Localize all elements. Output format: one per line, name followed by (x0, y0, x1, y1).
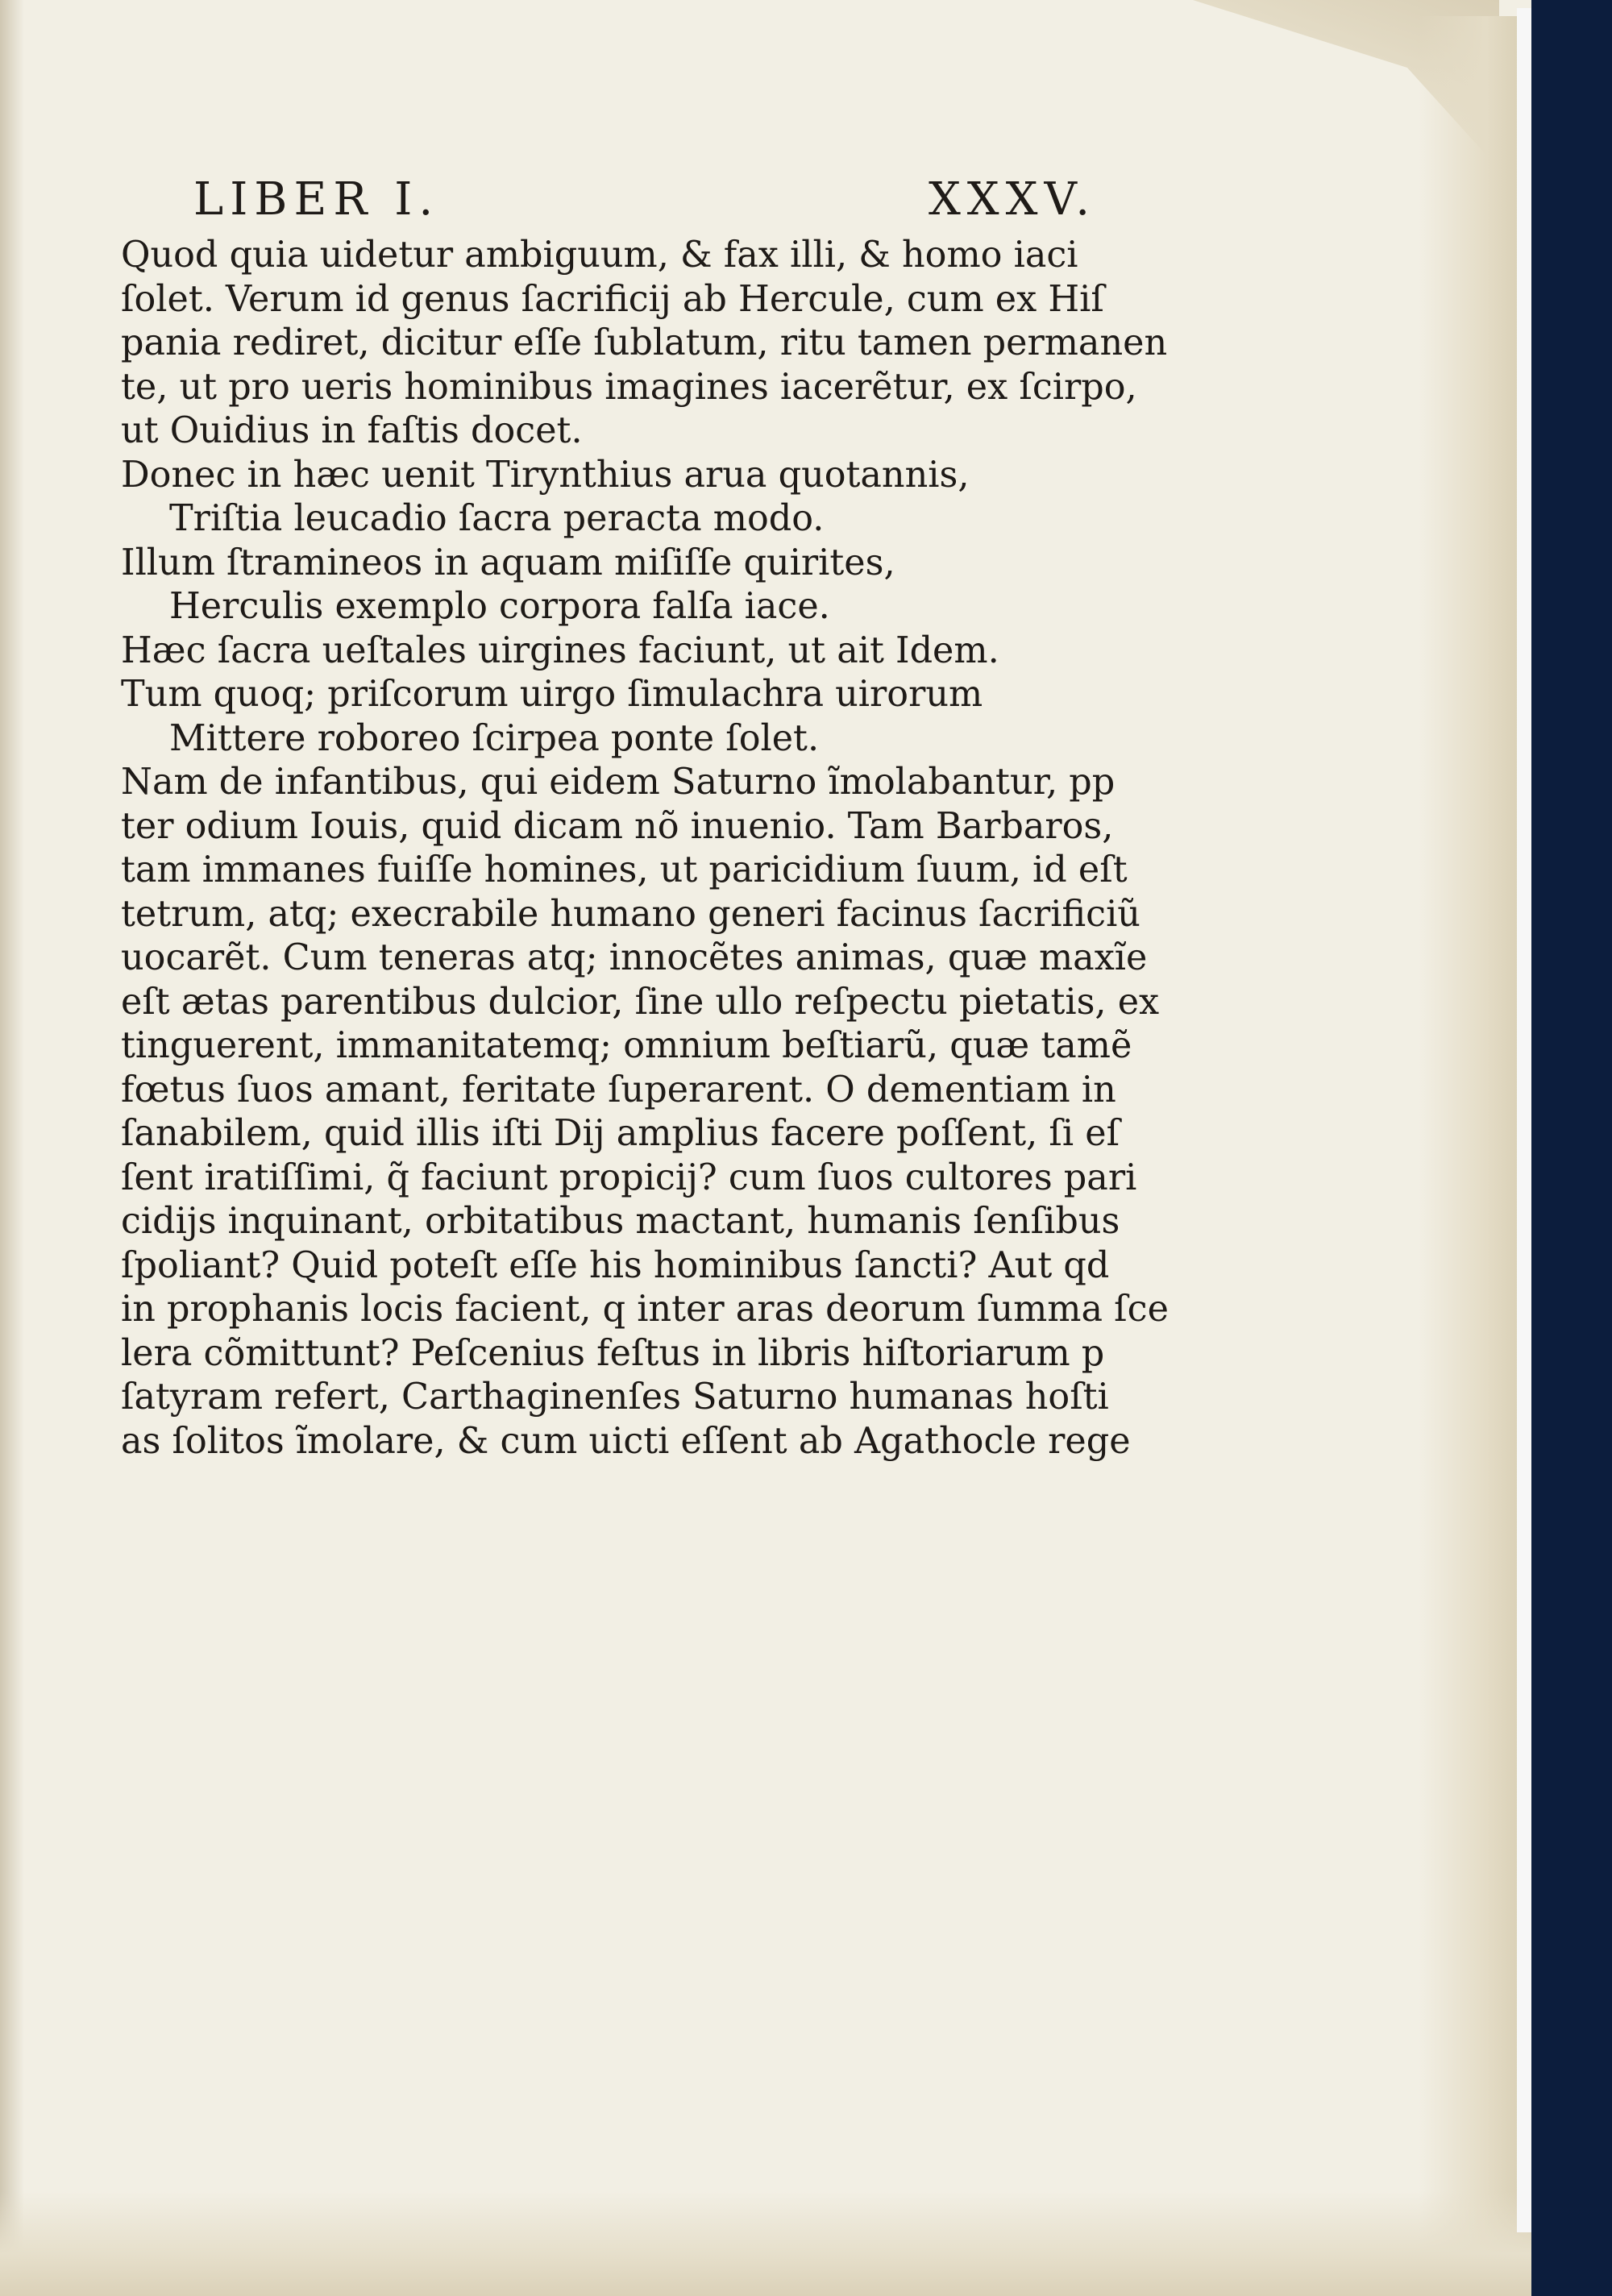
text-line: ter odium Iouis, quid dicam nõ inuenio. Tam Barbaros, (121, 805, 1114, 847)
text-line: Mittere roboreo ſcirpea ponte ſolet. (169, 717, 820, 759)
text-line: tetrum, atq; execrabile humano generi facinus ſacrificiũ (121, 893, 1140, 935)
text-line: Triſtia leucadio ſacra peracta modo. (169, 498, 825, 539)
text-line: fœtus ſuos amant, feritate ſuperarent. O dementiam in (121, 1069, 1116, 1111)
text-line: ſanabilem, quid illis iſti Dij amplius facere poſſent, ſi eſ (121, 1113, 1120, 1154)
text-line: Herculis exemplo corpora falſa iace. (169, 586, 830, 627)
background-margin (1531, 0, 1612, 2296)
text-block (121, 234, 1169, 1464)
text-line: Quod quia uidetur ambiguum, & fax illi, & homo iaci (121, 235, 1078, 276)
text-line: pania rediret, dicitur eſſe ſublatum, ritu tamen permanen (121, 322, 1168, 363)
text-line: Tum quoq; priſcorum uirgo ſimulachra uirorum (121, 674, 983, 715)
text-line: as ſolitos ĩmolare, & cum uicti eſſent ab Agathocle rege (121, 1420, 1131, 1462)
text-line: eſt ætas parentibus dulcior, ſine ullo reſpectu pietatis, ex (121, 981, 1160, 1023)
text-line: tinguerent, immanitatemq; omnium beſtiarũ, quæ tamẽ (121, 1025, 1132, 1066)
text-line: ſpoliant? Quid poteſt eſſe his hominibus ſancti? Aut qd (121, 1244, 1110, 1286)
text-line: Illum ſtramineos in aquam miſiſſe quirites, (121, 542, 895, 583)
paper-backing-strip (1517, 8, 1531, 2232)
text-line: Donec in hæc uenit Tirynthius arua quotannis, (121, 454, 970, 496)
text-line: lera cõmittunt? Peſcenius feſtus in libris hiſtoriarum p (121, 1332, 1105, 1374)
text-line: uocarẽt. Cum teneras atq; innocẽtes animas, quæ maxĩe (121, 937, 1148, 978)
text-line: tam immanes fuiſſe homines, ut paricidium ſuum, id eſt (121, 849, 1128, 891)
text-line: cidijs inquinant, orbitatibus mactant, humanis ſenſibus (121, 1201, 1120, 1242)
text-line: te, ut pro ueris hominibus imagines iacerẽtur, ex ſcirpo, (121, 366, 1137, 408)
running-header (193, 173, 1096, 226)
running-header-left: LIBER I. (193, 173, 440, 226)
text-line: in prophanis locis facient, q inter aras deorum ſumma ſce (121, 1289, 1169, 1330)
text-line: ſolet. Verum id genus ſacrificij ab Hercule, cum ex Hiſ (121, 278, 1104, 320)
text-line: ut Ouidius in faſtis docet. (121, 410, 583, 451)
text-line: Nam de infantibus, qui eidem Saturno ĩmolabantur, pp (121, 762, 1116, 803)
page-gutter-shadow (0, 0, 24, 2296)
page-bottom-edge (0, 2191, 1531, 2296)
running-header-folio: XXXV. (928, 173, 1096, 226)
text-line: ſent iratiſſimi, q̃ faciunt propicij? cum ſuos cultores pari (121, 1156, 1137, 1198)
page-edge (1419, 16, 1531, 2257)
text-line: Hæc ſacra ueſtales uirgines faciunt, ut ait Idem. (121, 629, 999, 671)
text-line: ſatyram refert, Carthaginenſes Saturno humanas hoſti (121, 1376, 1109, 1418)
